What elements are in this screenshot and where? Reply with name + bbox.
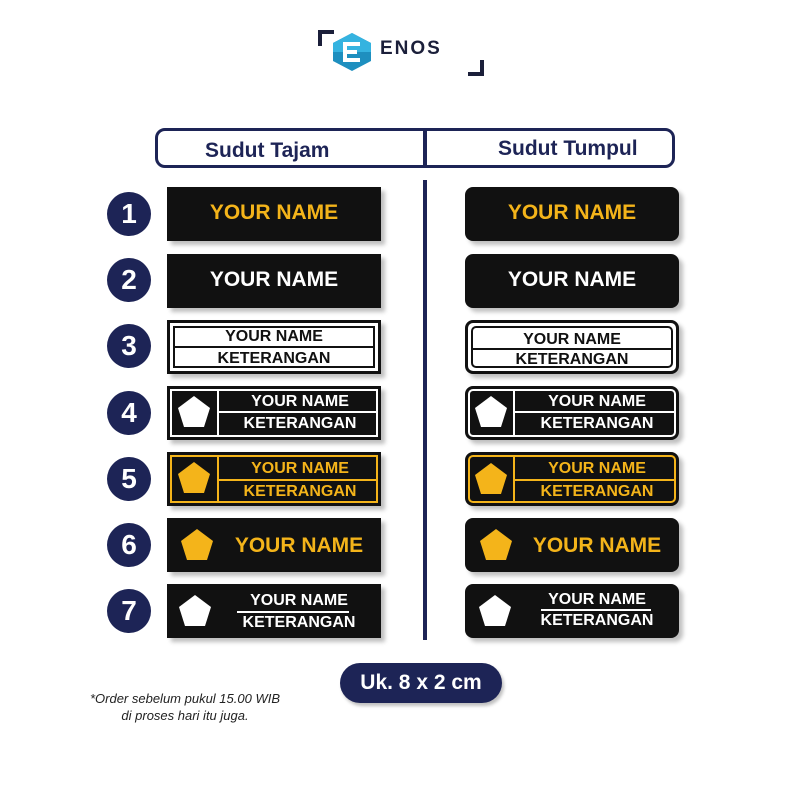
badge-name: YOUR NAME	[251, 393, 349, 410]
badge-subtitle: KETERANGAN	[243, 483, 357, 500]
row-number-7: 7	[107, 589, 151, 633]
badge-name: YOUR NAME	[251, 460, 349, 477]
badge-round-5	[465, 452, 679, 506]
pentagon-icon	[473, 394, 509, 430]
badge-name: YOUR NAME	[250, 592, 348, 609]
pentagon-icon	[176, 460, 212, 496]
order-note	[70, 690, 300, 724]
badge-subtitle: KETERANGAN	[540, 415, 654, 432]
order-note-line2: di proses hari itu juga.	[121, 708, 249, 723]
badge-round-2	[465, 254, 679, 308]
pentagon-icon	[473, 461, 509, 497]
badge-name: YOUR NAME	[507, 201, 637, 224]
pentagon-icon	[177, 593, 213, 629]
column-divider	[423, 180, 427, 640]
badge-subtitle: KETERANGAN	[217, 350, 331, 367]
badge-sharp-7	[167, 584, 381, 638]
badge-name: YOUR NAME	[532, 534, 662, 557]
badge-round-6	[465, 518, 679, 572]
pentagon-icon	[477, 593, 513, 629]
badge-name: YOUR NAME	[548, 460, 646, 477]
badge-name: YOUR NAME	[225, 328, 323, 345]
badge-name: YOUR NAME	[523, 331, 621, 348]
badge-subtitle: KETERANGAN	[515, 351, 629, 368]
badge-subtitle: KETERANGAN	[540, 483, 654, 500]
row-number-6: 6	[107, 523, 151, 567]
row-number-5: 5	[107, 457, 151, 501]
row-number-4: 4	[107, 391, 151, 435]
badge-subtitle: KETERANGAN	[243, 415, 357, 432]
row-number-3: 3	[107, 324, 151, 368]
badge-name: YOUR NAME	[209, 201, 339, 224]
badge-sharp-4	[167, 386, 381, 440]
header-right-label: Sudut Tumpul	[498, 137, 638, 160]
badge-sharp-3	[167, 320, 381, 374]
enos-logo-icon	[330, 32, 374, 72]
badge-round-3	[465, 320, 679, 374]
pentagon-icon	[176, 394, 212, 430]
badge-name: YOUR NAME	[234, 534, 364, 557]
badge-subtitle: KETERANGAN	[540, 612, 654, 629]
order-note-line1: *Order sebelum pukul 15.00 WIB	[89, 691, 281, 706]
badge-name: YOUR NAME	[548, 591, 646, 608]
badge-sharp-6	[167, 518, 381, 572]
row-number-1: 1	[107, 192, 151, 236]
brand-name: ENOS	[380, 38, 442, 59]
badge-subtitle: KETERANGAN	[242, 614, 356, 631]
pentagon-icon	[179, 527, 215, 563]
header-left-label: Sudut Tajam	[205, 139, 330, 162]
badge-sharp-1	[167, 187, 381, 241]
header-divider	[423, 131, 427, 165]
row-number-2: 2	[107, 258, 151, 302]
badge-sharp-2	[167, 254, 381, 308]
pentagon-icon	[478, 527, 514, 563]
badge-sharp-5	[167, 452, 381, 506]
badge-name: YOUR NAME	[209, 268, 339, 291]
badge-name: YOUR NAME	[548, 393, 646, 410]
badge-round-4	[465, 386, 679, 440]
badge-round-7	[465, 584, 679, 638]
badge-round-1	[465, 187, 679, 241]
logo-corner-bottom-right	[468, 60, 484, 76]
size-label: Uk. 8 x 2 cm	[340, 663, 502, 703]
badge-name: YOUR NAME	[507, 268, 637, 291]
